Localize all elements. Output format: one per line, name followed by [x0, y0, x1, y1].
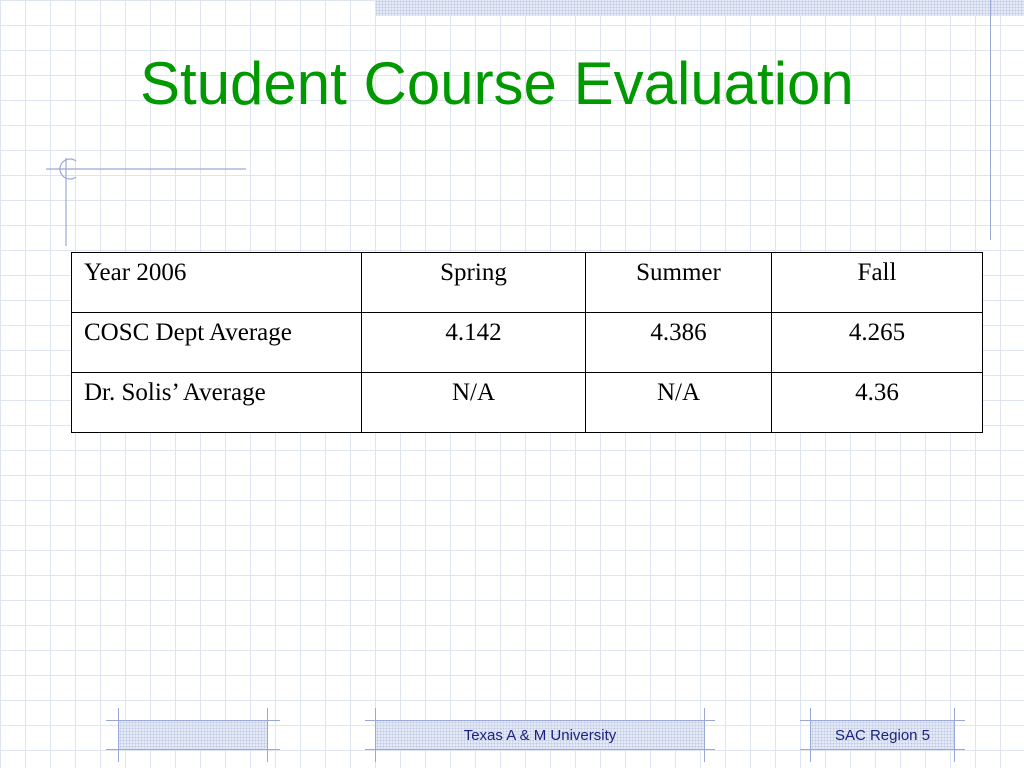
slide-title: Student Course Evaluation [140, 50, 854, 117]
evaluation-table [71, 252, 983, 433]
row-label: COSC Dept Average [72, 313, 362, 373]
table-row-instructor-average [72, 373, 983, 433]
table-row-dept-average [72, 313, 983, 373]
row-label: Dr. Solis’ Average [72, 373, 362, 433]
table-cell: N/A [362, 373, 586, 433]
header-cell-fall: Fall [772, 253, 983, 313]
top-decorative-band [375, 0, 1024, 16]
table-cell: 4.265 [772, 313, 983, 373]
footer-tick [118, 708, 119, 762]
crosshair-decoration-icon [44, 156, 254, 246]
table-cell: N/A [586, 373, 772, 433]
table-header-row [72, 253, 983, 313]
footer-slide-label: SAC Region 5 [810, 720, 955, 750]
footer-tick [267, 708, 268, 762]
header-cell-summer: Summer [586, 253, 772, 313]
footer-tick [954, 708, 955, 762]
right-decorative-rule [990, 0, 991, 240]
table-cell: 4.386 [586, 313, 772, 373]
footer-tick [704, 708, 705, 762]
footer-organization: Texas A & M University [375, 720, 705, 750]
footer-date-box [118, 720, 268, 750]
footer-tick [375, 708, 376, 762]
header-cell-spring: Spring [362, 253, 586, 313]
footer-tick [810, 708, 811, 762]
header-cell-year: Year 2006 [72, 253, 362, 313]
table-cell: 4.36 [772, 373, 983, 433]
table-cell: 4.142 [362, 313, 586, 373]
